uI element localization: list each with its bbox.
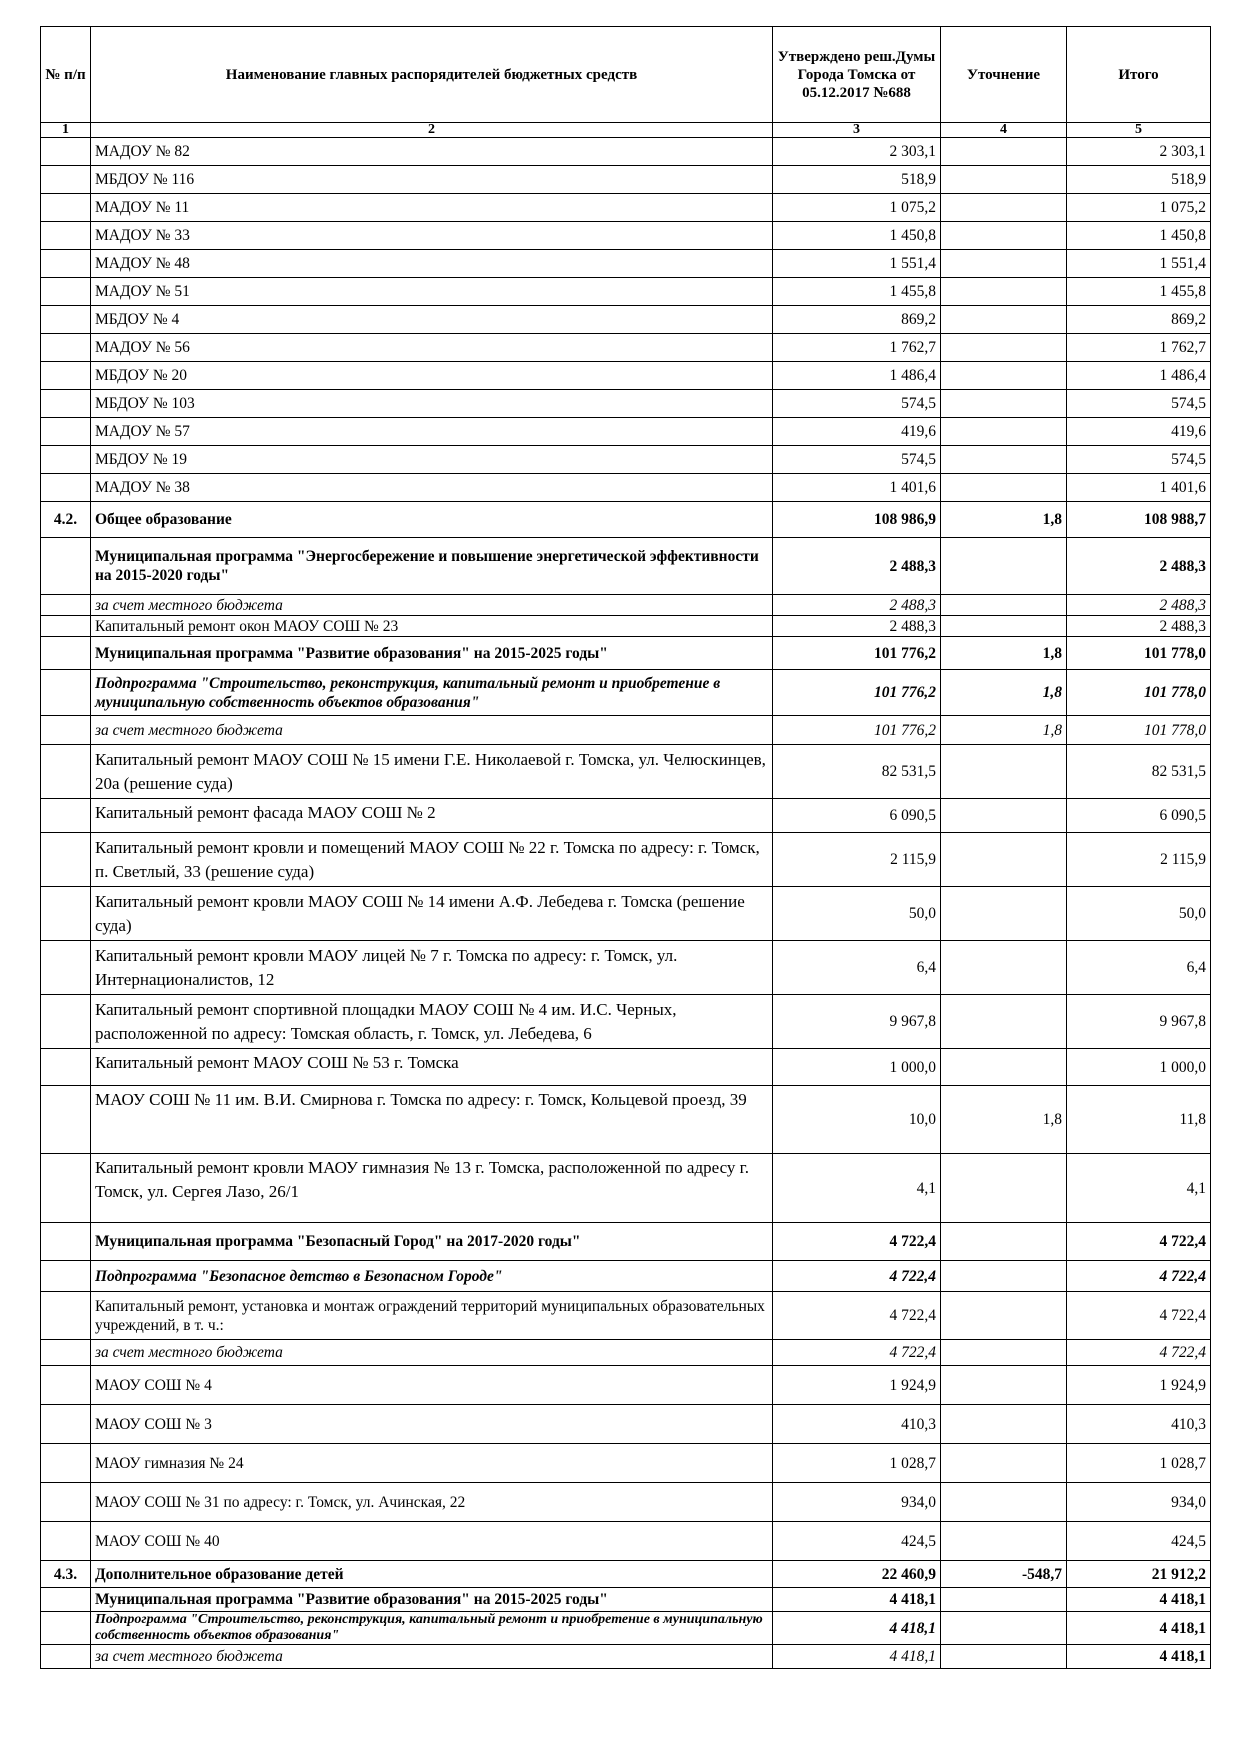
row-number: 4.3. bbox=[41, 1561, 91, 1588]
row-name: Капитальный ремонт фасада МАОУ СОШ № 2 bbox=[91, 799, 773, 833]
row-total: 50,0 bbox=[1067, 887, 1211, 941]
table-row bbox=[41, 745, 1211, 799]
row-number bbox=[41, 446, 91, 474]
column-number: 2 bbox=[91, 123, 773, 138]
row-total: 1 486,4 bbox=[1067, 362, 1211, 390]
row-total: 21 912,2 bbox=[1067, 1561, 1211, 1588]
row-name: Общее образование bbox=[91, 502, 773, 538]
row-name: Подпрограмма "Строительство, реконструкция, капитальный ремонт и приобретение в муниципальную собственность объектов образования" bbox=[91, 1612, 773, 1645]
table-row bbox=[41, 446, 1211, 474]
row-clarification bbox=[941, 1154, 1067, 1223]
row-number bbox=[41, 799, 91, 833]
subprogram-row bbox=[41, 670, 1211, 716]
row-name: Капитальный ремонт МАОУ СОШ № 53 г. Томска bbox=[91, 1049, 773, 1086]
row-clarification: 1,8 bbox=[941, 716, 1067, 745]
row-approved: 2 488,3 bbox=[773, 595, 941, 616]
row-total: 410,3 bbox=[1067, 1405, 1211, 1444]
row-number bbox=[41, 390, 91, 418]
row-approved: 1 762,7 bbox=[773, 334, 941, 362]
row-approved: 101 776,2 bbox=[773, 716, 941, 745]
row-clarification bbox=[941, 595, 1067, 616]
table-row bbox=[41, 278, 1211, 306]
table-row bbox=[41, 833, 1211, 887]
row-clarification bbox=[941, 1645, 1067, 1669]
row-approved: 574,5 bbox=[773, 446, 941, 474]
row-number bbox=[41, 250, 91, 278]
column-number-row bbox=[41, 123, 1211, 138]
row-total: 574,5 bbox=[1067, 446, 1211, 474]
row-number bbox=[41, 1405, 91, 1444]
row-name: за счет местного бюджета bbox=[91, 716, 773, 745]
row-clarification: 1,8 bbox=[941, 1086, 1067, 1154]
row-clarification bbox=[941, 1588, 1067, 1612]
row-number bbox=[41, 222, 91, 250]
row-clarification bbox=[941, 887, 1067, 941]
row-approved: 1 450,8 bbox=[773, 222, 941, 250]
row-name: МБДОУ № 19 bbox=[91, 446, 773, 474]
row-clarification bbox=[941, 1261, 1067, 1292]
row-name: Капитальный ремонт кровли МАОУ гимназия № 13 г. Томска, расположенной по адресу г. Томск, ул. Сергея Лазо, 26/1 bbox=[91, 1154, 773, 1223]
row-clarification bbox=[941, 995, 1067, 1049]
row-clarification bbox=[941, 250, 1067, 278]
budget-table bbox=[40, 26, 1211, 1669]
table-row bbox=[41, 941, 1211, 995]
row-name: МАДОУ № 51 bbox=[91, 278, 773, 306]
row-total: 4 418,1 bbox=[1067, 1588, 1211, 1612]
table-row bbox=[41, 138, 1211, 166]
row-total: 934,0 bbox=[1067, 1483, 1211, 1522]
header-row bbox=[41, 27, 1211, 123]
row-number bbox=[41, 716, 91, 745]
row-name: Капитальный ремонт окон МАОУ СОШ № 23 bbox=[91, 616, 773, 637]
row-name: Капитальный ремонт кровли МАОУ лицей № 7 г. Томска по адресу: г. Томск, ул. Интернационалистов, 12 bbox=[91, 941, 773, 995]
row-total: 82 531,5 bbox=[1067, 745, 1211, 799]
row-clarification bbox=[941, 1223, 1067, 1261]
row-number bbox=[41, 1645, 91, 1669]
row-clarification: 1,8 bbox=[941, 637, 1067, 670]
row-name: Муниципальная программа "Развитие образования" на 2015-2025 годы" bbox=[91, 1588, 773, 1612]
row-approved: 6 090,5 bbox=[773, 799, 941, 833]
row-clarification bbox=[941, 474, 1067, 502]
row-name: МАОУ СОШ № 40 bbox=[91, 1522, 773, 1561]
row-approved: 4 722,4 bbox=[773, 1261, 941, 1292]
row-name: за счет местного бюджета bbox=[91, 595, 773, 616]
table-row bbox=[41, 616, 1211, 637]
row-number bbox=[41, 833, 91, 887]
table-row bbox=[41, 1049, 1211, 1086]
row-name: МАДОУ № 56 bbox=[91, 334, 773, 362]
row-name: МАОУ СОШ № 3 bbox=[91, 1405, 773, 1444]
table-row bbox=[41, 799, 1211, 833]
row-name: МАДОУ № 38 bbox=[91, 474, 773, 502]
column-number: 5 bbox=[1067, 123, 1211, 138]
row-total: 4 722,4 bbox=[1067, 1340, 1211, 1366]
funding-row bbox=[41, 716, 1211, 745]
row-clarification bbox=[941, 1405, 1067, 1444]
row-total: 101 778,0 bbox=[1067, 670, 1211, 716]
row-clarification: 1,8 bbox=[941, 670, 1067, 716]
row-clarification bbox=[941, 1612, 1067, 1645]
row-clarification bbox=[941, 538, 1067, 595]
section-row bbox=[41, 502, 1211, 538]
row-number bbox=[41, 166, 91, 194]
row-clarification: -548,7 bbox=[941, 1561, 1067, 1588]
column-number: 4 bbox=[941, 123, 1067, 138]
row-number bbox=[41, 1154, 91, 1223]
row-number bbox=[41, 1292, 91, 1340]
row-number bbox=[41, 1366, 91, 1405]
row-approved: 4,1 bbox=[773, 1154, 941, 1223]
row-total: 2 488,3 bbox=[1067, 616, 1211, 637]
row-approved: 1 486,4 bbox=[773, 362, 941, 390]
table-row bbox=[41, 166, 1211, 194]
row-clarification bbox=[941, 1292, 1067, 1340]
row-approved: 518,9 bbox=[773, 166, 941, 194]
row-total: 108 988,7 bbox=[1067, 502, 1211, 538]
row-approved: 419,6 bbox=[773, 418, 941, 446]
row-total: 11,8 bbox=[1067, 1086, 1211, 1154]
row-approved: 869,2 bbox=[773, 306, 941, 334]
row-name: МАДОУ № 57 bbox=[91, 418, 773, 446]
column-number: 3 bbox=[773, 123, 941, 138]
row-total: 101 778,0 bbox=[1067, 716, 1211, 745]
program-row bbox=[41, 538, 1211, 595]
row-approved: 4 722,4 bbox=[773, 1340, 941, 1366]
row-name: МАДОУ № 48 bbox=[91, 250, 773, 278]
row-name: МБДОУ № 20 bbox=[91, 362, 773, 390]
row-total: 4 418,1 bbox=[1067, 1612, 1211, 1645]
row-name: МАОУ СОШ № 4 bbox=[91, 1366, 773, 1405]
table-row bbox=[41, 887, 1211, 941]
row-number bbox=[41, 138, 91, 166]
row-approved: 50,0 bbox=[773, 887, 941, 941]
row-approved: 1 401,6 bbox=[773, 474, 941, 502]
row-clarification bbox=[941, 390, 1067, 418]
row-clarification bbox=[941, 1366, 1067, 1405]
row-clarification bbox=[941, 334, 1067, 362]
row-name: МБДОУ № 116 bbox=[91, 166, 773, 194]
row-approved: 22 460,9 bbox=[773, 1561, 941, 1588]
row-approved: 4 418,1 bbox=[773, 1588, 941, 1612]
table-row bbox=[41, 1292, 1211, 1340]
row-name: Капитальный ремонт кровли и помещений МАОУ СОШ № 22 г. Томска по адресу: г. Томск, п. Светлый, 33 (решение суда) bbox=[91, 833, 773, 887]
column-number: 1 bbox=[41, 123, 91, 138]
row-name: за счет местного бюджета bbox=[91, 1645, 773, 1669]
row-approved: 10,0 bbox=[773, 1086, 941, 1154]
row-clarification: 1,8 bbox=[941, 502, 1067, 538]
row-name: Подпрограмма "Безопасное детство в Безопасном Городе" bbox=[91, 1261, 773, 1292]
row-name: МАОУ СОШ № 31 по адресу: г. Томск, ул. Ачинская, 22 bbox=[91, 1483, 773, 1522]
row-total: 869,2 bbox=[1067, 306, 1211, 334]
table-row bbox=[41, 1366, 1211, 1405]
row-name: Подпрограмма "Строительство, реконструкция, капитальный ремонт и приобретение в муниципальную собственность объектов образования" bbox=[91, 670, 773, 716]
table-row bbox=[41, 222, 1211, 250]
table-row bbox=[41, 418, 1211, 446]
row-approved: 82 531,5 bbox=[773, 745, 941, 799]
row-number bbox=[41, 194, 91, 222]
row-clarification bbox=[941, 745, 1067, 799]
row-approved: 410,3 bbox=[773, 1405, 941, 1444]
row-name: за счет местного бюджета bbox=[91, 1340, 773, 1366]
table-row bbox=[41, 1154, 1211, 1223]
subprogram-row bbox=[41, 1612, 1211, 1645]
table-row bbox=[41, 362, 1211, 390]
row-clarification bbox=[941, 418, 1067, 446]
table-row bbox=[41, 194, 1211, 222]
row-clarification bbox=[941, 446, 1067, 474]
header-clarification: Уточнение bbox=[941, 27, 1067, 123]
row-total: 1 028,7 bbox=[1067, 1444, 1211, 1483]
row-number bbox=[41, 1223, 91, 1261]
row-number bbox=[41, 1049, 91, 1086]
row-number bbox=[41, 334, 91, 362]
row-name: Капитальный ремонт кровли МАОУ СОШ № 14 имени А.Ф. Лебедева г. Томска (решение суда) bbox=[91, 887, 773, 941]
row-number bbox=[41, 616, 91, 637]
row-name: Муниципальная программа "Энергосбережение и повышение энергетической эффективности на 2015-2020 годы" bbox=[91, 538, 773, 595]
row-number bbox=[41, 538, 91, 595]
table-row bbox=[41, 1444, 1211, 1483]
funding-row bbox=[41, 1340, 1211, 1366]
row-total: 1 075,2 bbox=[1067, 194, 1211, 222]
row-number bbox=[41, 418, 91, 446]
header-num: № п/п bbox=[41, 27, 91, 123]
table-row bbox=[41, 390, 1211, 418]
row-name: МАДОУ № 33 bbox=[91, 222, 773, 250]
header-name: Наименование главных распорядителей бюджетных средств bbox=[91, 27, 773, 123]
program-row bbox=[41, 637, 1211, 670]
row-name: Капитальный ремонт, установка и монтаж ограждений территорий муниципальных образовательных учреждений, в т. ч.: bbox=[91, 1292, 773, 1340]
row-clarification bbox=[941, 166, 1067, 194]
row-clarification bbox=[941, 799, 1067, 833]
row-number bbox=[41, 1612, 91, 1645]
row-name: Капитальный ремонт МАОУ СОШ № 15 имени Г.Е. Николаевой г. Томска, ул. Челюскинцев, 20а (решение суда) bbox=[91, 745, 773, 799]
row-total: 4 722,4 bbox=[1067, 1223, 1211, 1261]
row-clarification bbox=[941, 1522, 1067, 1561]
row-approved: 4 418,1 bbox=[773, 1612, 941, 1645]
row-total: 4 722,4 bbox=[1067, 1292, 1211, 1340]
row-clarification bbox=[941, 1049, 1067, 1086]
section-row bbox=[41, 1561, 1211, 1588]
row-clarification bbox=[941, 138, 1067, 166]
row-number bbox=[41, 1261, 91, 1292]
row-number bbox=[41, 941, 91, 995]
header-total: Итого bbox=[1067, 27, 1211, 123]
row-number bbox=[41, 278, 91, 306]
row-name: МАОУ СОШ № 11 им. В.И. Смирнова г. Томска по адресу: г. Томск, Кольцевой проезд, 39 bbox=[91, 1086, 773, 1154]
table-row bbox=[41, 250, 1211, 278]
row-number bbox=[41, 1340, 91, 1366]
table-row bbox=[41, 306, 1211, 334]
row-number bbox=[41, 1444, 91, 1483]
row-number bbox=[41, 1522, 91, 1561]
table-row bbox=[41, 1086, 1211, 1154]
row-total: 1 455,8 bbox=[1067, 278, 1211, 306]
row-approved: 4 418,1 bbox=[773, 1645, 941, 1669]
row-approved: 4 722,4 bbox=[773, 1223, 941, 1261]
row-approved: 2 488,3 bbox=[773, 538, 941, 595]
row-total: 574,5 bbox=[1067, 390, 1211, 418]
row-approved: 101 776,2 bbox=[773, 637, 941, 670]
row-number bbox=[41, 887, 91, 941]
row-approved: 2 115,9 bbox=[773, 833, 941, 887]
row-approved: 574,5 bbox=[773, 390, 941, 418]
row-approved: 424,5 bbox=[773, 1522, 941, 1561]
row-clarification bbox=[941, 194, 1067, 222]
row-approved: 2 488,3 bbox=[773, 616, 941, 637]
row-total: 1 000,0 bbox=[1067, 1049, 1211, 1086]
row-number bbox=[41, 595, 91, 616]
row-clarification bbox=[941, 616, 1067, 637]
row-name: Муниципальная программа "Безопасный Город" на 2017-2020 годы" bbox=[91, 1223, 773, 1261]
row-number bbox=[41, 306, 91, 334]
row-name: МАДОУ № 11 bbox=[91, 194, 773, 222]
row-approved: 1 924,9 bbox=[773, 1366, 941, 1405]
row-total: 424,5 bbox=[1067, 1522, 1211, 1561]
row-total: 4 722,4 bbox=[1067, 1261, 1211, 1292]
row-clarification bbox=[941, 833, 1067, 887]
row-clarification bbox=[941, 941, 1067, 995]
row-number bbox=[41, 1086, 91, 1154]
row-number bbox=[41, 362, 91, 390]
row-approved: 6,4 bbox=[773, 941, 941, 995]
row-approved: 934,0 bbox=[773, 1483, 941, 1522]
row-total: 4,1 bbox=[1067, 1154, 1211, 1223]
row-approved: 108 986,9 bbox=[773, 502, 941, 538]
row-approved: 101 776,2 bbox=[773, 670, 941, 716]
row-clarification bbox=[941, 278, 1067, 306]
row-total: 1 551,4 bbox=[1067, 250, 1211, 278]
table-row bbox=[41, 995, 1211, 1049]
row-total: 1 762,7 bbox=[1067, 334, 1211, 362]
header-approved: Утверждено реш.Думы Города Томска от 05.12.2017 №688 bbox=[773, 27, 941, 123]
row-total: 101 778,0 bbox=[1067, 637, 1211, 670]
row-name: МБДОУ № 103 bbox=[91, 390, 773, 418]
row-total: 1 401,6 bbox=[1067, 474, 1211, 502]
table-row bbox=[41, 474, 1211, 502]
row-total: 419,6 bbox=[1067, 418, 1211, 446]
row-number bbox=[41, 995, 91, 1049]
row-total: 2 488,3 bbox=[1067, 595, 1211, 616]
row-total: 6,4 bbox=[1067, 941, 1211, 995]
row-total: 4 418,1 bbox=[1067, 1645, 1211, 1669]
funding-row bbox=[41, 595, 1211, 616]
row-name: Дополнительное образование детей bbox=[91, 1561, 773, 1588]
row-number bbox=[41, 670, 91, 716]
table-row bbox=[41, 1405, 1211, 1444]
row-approved: 1 028,7 bbox=[773, 1444, 941, 1483]
row-total: 1 924,9 bbox=[1067, 1366, 1211, 1405]
row-number bbox=[41, 637, 91, 670]
row-approved: 1 000,0 bbox=[773, 1049, 941, 1086]
row-clarification bbox=[941, 222, 1067, 250]
funding-row bbox=[41, 1645, 1211, 1669]
row-number: 4.2. bbox=[41, 502, 91, 538]
row-total: 9 967,8 bbox=[1067, 995, 1211, 1049]
row-approved: 4 722,4 bbox=[773, 1292, 941, 1340]
program-row bbox=[41, 1588, 1211, 1612]
row-approved: 9 967,8 bbox=[773, 995, 941, 1049]
row-clarification bbox=[941, 1340, 1067, 1366]
row-clarification bbox=[941, 306, 1067, 334]
table-row bbox=[41, 1483, 1211, 1522]
row-total: 1 450,8 bbox=[1067, 222, 1211, 250]
row-name: МБДОУ № 4 bbox=[91, 306, 773, 334]
table-row bbox=[41, 334, 1211, 362]
row-number bbox=[41, 474, 91, 502]
row-clarification bbox=[941, 1483, 1067, 1522]
row-name: МАОУ гимназия № 24 bbox=[91, 1444, 773, 1483]
table-row bbox=[41, 1522, 1211, 1561]
row-total: 6 090,5 bbox=[1067, 799, 1211, 833]
row-total: 2 303,1 bbox=[1067, 138, 1211, 166]
row-total: 2 488,3 bbox=[1067, 538, 1211, 595]
row-clarification bbox=[941, 1444, 1067, 1483]
row-number bbox=[41, 1588, 91, 1612]
row-approved: 1 075,2 bbox=[773, 194, 941, 222]
row-approved: 1 455,8 bbox=[773, 278, 941, 306]
row-total: 2 115,9 bbox=[1067, 833, 1211, 887]
row-clarification bbox=[941, 362, 1067, 390]
row-name: Муниципальная программа "Развитие образования" на 2015-2025 годы" bbox=[91, 637, 773, 670]
row-number bbox=[41, 745, 91, 799]
row-approved: 1 551,4 bbox=[773, 250, 941, 278]
subprogram-row bbox=[41, 1261, 1211, 1292]
row-number bbox=[41, 1483, 91, 1522]
row-name: МАДОУ № 82 bbox=[91, 138, 773, 166]
program-row bbox=[41, 1223, 1211, 1261]
row-total: 518,9 bbox=[1067, 166, 1211, 194]
row-approved: 2 303,1 bbox=[773, 138, 941, 166]
row-name: Капитальный ремонт спортивной площадки МАОУ СОШ № 4 им. И.С. Черных, расположенной по адресу: Томская область, г. Томск, ул. Лебедева, 6 bbox=[91, 995, 773, 1049]
